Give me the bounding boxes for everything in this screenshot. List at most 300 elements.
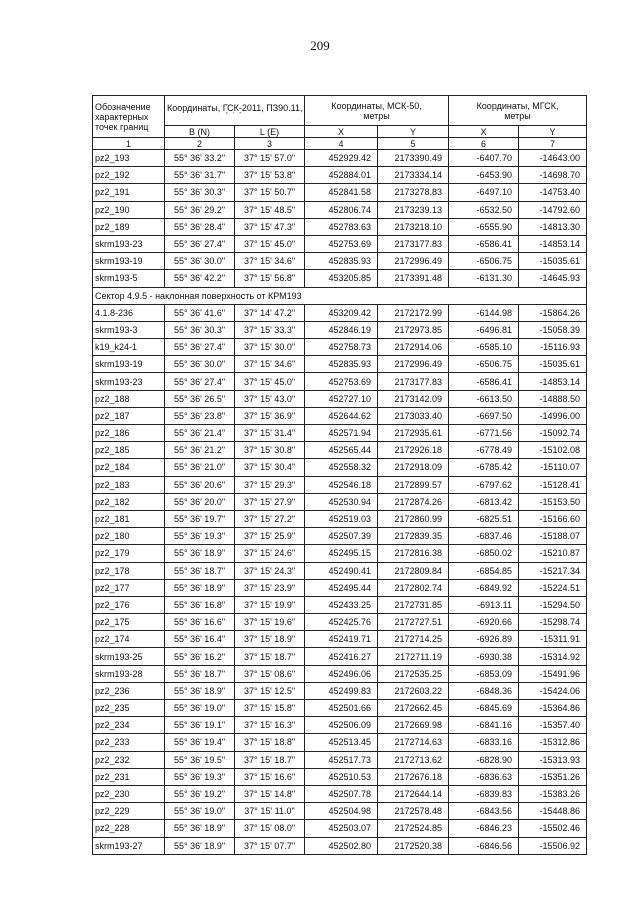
longitude-cell: 37° 15' 33.3": [235, 321, 305, 338]
table-row: [93, 425, 587, 442]
mgsk-x-cell: -6841.16: [449, 717, 519, 734]
latitude-cell: 55° 36' 19.7": [165, 510, 235, 527]
header-gsk2011: Координаты, ГСК-2011, ПЗ90.11, ° ′ ″: [165, 96, 305, 126]
mgsk-y-cell: -15294.50: [519, 596, 587, 613]
header-msk-y: Y: [378, 126, 449, 138]
msk-y-cell: 2172535.25: [378, 665, 449, 682]
latitude-cell: 55° 36' 28.4": [165, 218, 235, 235]
mgsk-x-cell: -6920.66: [449, 614, 519, 631]
table-row: [93, 820, 587, 837]
msk-y-cell: 2172973.85: [378, 321, 449, 338]
point-id-cell: pz2_234: [93, 717, 165, 734]
latitude-cell: 55° 36' 31.7": [165, 167, 235, 184]
table-row: [93, 235, 587, 252]
point-id-cell: skrm193-23: [93, 235, 165, 252]
table-row: [93, 734, 587, 751]
page-number: 209: [310, 38, 330, 53]
latitude-cell: 55° 36' 41.6": [165, 304, 235, 321]
mgsk-y-cell: -14996.00: [519, 407, 587, 424]
point-id-cell: pz2_178: [93, 562, 165, 579]
msk-y-cell: 2173391.48: [378, 270, 449, 287]
mgsk-x-cell: -6836.63: [449, 768, 519, 785]
msk-x-cell: 452558.32: [305, 459, 378, 476]
longitude-cell: 37° 15' 11.0": [235, 803, 305, 820]
msk-y-cell: 2173390.49: [378, 150, 449, 167]
longitude-cell: 37° 15' 23.9": [235, 579, 305, 596]
point-id-cell: pz2_190: [93, 201, 165, 218]
table-row: [93, 631, 587, 648]
mgsk-y-cell: -15217.34: [519, 562, 587, 579]
msk-x-cell: 452510.53: [305, 768, 378, 785]
column-number: 3: [235, 138, 305, 150]
longitude-cell: 37° 15' 27.2": [235, 510, 305, 527]
table-row: [93, 184, 587, 201]
longitude-cell: 37° 15' 18.7": [235, 751, 305, 768]
mgsk-y-cell: -15314.92: [519, 648, 587, 665]
longitude-cell: 37° 15' 43.0": [235, 390, 305, 407]
msk-y-cell: 2172727.51: [378, 614, 449, 631]
msk-x-cell: 452490.41: [305, 562, 378, 579]
mgsk-y-cell: -15110.07: [519, 459, 587, 476]
point-id-cell: pz2_182: [93, 493, 165, 510]
latitude-cell: 55° 36' 21.0": [165, 459, 235, 476]
header-point-designation: Обозначение характерных точек границ: [93, 96, 165, 138]
point-id-cell: pz2_180: [93, 528, 165, 545]
msk-y-cell: 2172874.26: [378, 493, 449, 510]
longitude-cell: 37° 15' 48.5": [235, 201, 305, 218]
point-id-cell: pz2_183: [93, 476, 165, 493]
mgsk-y-cell: -15210.87: [519, 545, 587, 562]
longitude-cell: 37° 15' 24.6": [235, 545, 305, 562]
point-id-cell: pz2_174: [93, 631, 165, 648]
mgsk-y-cell: -15224.51: [519, 579, 587, 596]
mgsk-x-cell: -6585.10: [449, 339, 519, 356]
msk-y-cell: 2172662.45: [378, 700, 449, 717]
latitude-cell: 55° 36' 23.8": [165, 407, 235, 424]
mgsk-y-cell: -15383.26: [519, 785, 587, 802]
longitude-cell: 37° 15' 18.8": [235, 734, 305, 751]
msk-x-cell: 452506.09: [305, 717, 378, 734]
table-row: [93, 167, 587, 184]
mgsk-y-cell: -15491.96: [519, 665, 587, 682]
point-id-cell: pz2_188: [93, 390, 165, 407]
mgsk-x-cell: -6839.83: [449, 785, 519, 802]
mgsk-y-cell: -14888.50: [519, 390, 587, 407]
mgsk-x-cell: -6697.50: [449, 407, 519, 424]
mgsk-y-cell: -15188.07: [519, 528, 587, 545]
mgsk-x-cell: -6837.46: [449, 528, 519, 545]
mgsk-x-cell: -6532.50: [449, 201, 519, 218]
latitude-cell: 55° 36' 19.4": [165, 734, 235, 751]
longitude-cell: 37° 15' 30.4": [235, 459, 305, 476]
longitude-cell: 37° 15' 29.3": [235, 476, 305, 493]
point-id-cell: pz2_235: [93, 700, 165, 717]
latitude-cell: 55° 36' 18.9": [165, 682, 235, 699]
latitude-cell: 55° 36' 16.2": [165, 648, 235, 665]
mgsk-x-cell: -6913.11: [449, 596, 519, 613]
mgsk-x-cell: -6497.10: [449, 184, 519, 201]
mgsk-x-cell: -6496.81: [449, 321, 519, 338]
mgsk-y-cell: -15153.50: [519, 493, 587, 510]
point-id-cell: 4.1.8-236: [93, 304, 165, 321]
mgsk-x-cell: -6843.56: [449, 803, 519, 820]
msk-y-cell: 2172731.85: [378, 596, 449, 613]
table-row: [93, 510, 587, 527]
table-row: [93, 717, 587, 734]
point-id-cell: pz2_232: [93, 751, 165, 768]
point-id-cell: pz2_193: [93, 150, 165, 167]
point-id-cell: skrm193-23: [93, 373, 165, 390]
table-row: [93, 614, 587, 631]
mgsk-y-cell: -15116.93: [519, 339, 587, 356]
latitude-cell: 55° 36' 19.2": [165, 785, 235, 802]
mgsk-y-cell: -15166.60: [519, 510, 587, 527]
point-id-cell: skrm193-19: [93, 356, 165, 373]
table-row: [93, 837, 587, 854]
longitude-cell: 37° 15' 07.7": [235, 837, 305, 854]
msk-y-cell: 2172914.06: [378, 339, 449, 356]
longitude-cell: 37° 15' 57.0": [235, 150, 305, 167]
msk-x-cell: 452433.25: [305, 596, 378, 613]
header-msk-x: X: [305, 126, 378, 138]
latitude-cell: 55° 36' 21.4": [165, 425, 235, 442]
point-id-cell: skrm193-25: [93, 648, 165, 665]
column-number: 1: [93, 138, 165, 150]
msk-x-cell: 452495.15: [305, 545, 378, 562]
table-row: [93, 253, 587, 270]
mgsk-y-cell: -15864.26: [519, 304, 587, 321]
point-id-cell: pz2_230: [93, 785, 165, 802]
msk-x-cell: 452502.80: [305, 837, 378, 854]
msk-y-cell: 2172520.38: [378, 837, 449, 854]
mgsk-x-cell: -6850.02: [449, 545, 519, 562]
table-row: [93, 150, 587, 167]
table-row: [93, 321, 587, 338]
msk-y-cell: 2173239.13: [378, 201, 449, 218]
msk-y-cell: 2173177.83: [378, 373, 449, 390]
msk-x-cell: 452425.76: [305, 614, 378, 631]
latitude-cell: 55° 36' 19.0": [165, 803, 235, 820]
msk-x-cell: 452783.63: [305, 218, 378, 235]
point-id-cell: skrm193-3: [93, 321, 165, 338]
table-row: [93, 665, 587, 682]
longitude-cell: 37° 15' 30.8": [235, 442, 305, 459]
table-row: [93, 201, 587, 218]
msk-y-cell: 2173334.14: [378, 167, 449, 184]
msk-x-cell: 452644.62: [305, 407, 378, 424]
point-id-cell: skrm193-27: [93, 837, 165, 854]
mgsk-y-cell: -15102.08: [519, 442, 587, 459]
msk-x-cell: 453209.42: [305, 304, 378, 321]
latitude-cell: 55° 36' 16.8": [165, 596, 235, 613]
longitude-cell: 37° 15' 12.5": [235, 682, 305, 699]
msk-y-cell: 2172711.19: [378, 648, 449, 665]
msk-x-cell: 452519.03: [305, 510, 378, 527]
msk-x-cell: 452503.07: [305, 820, 378, 837]
longitude-cell: 37° 15' 19.6": [235, 614, 305, 631]
msk-x-cell: 452530.94: [305, 493, 378, 510]
table-row: [93, 768, 587, 785]
table-row: [93, 682, 587, 699]
longitude-cell: 37° 15' 34.6": [235, 356, 305, 373]
point-id-cell: pz2_186: [93, 425, 165, 442]
column-number: 5: [378, 138, 449, 150]
latitude-cell: 55° 36' 18.9": [165, 820, 235, 837]
longitude-cell: 37° 15' 25.9": [235, 528, 305, 545]
msk-x-cell: 452517.73: [305, 751, 378, 768]
msk-x-cell: 452419.71: [305, 631, 378, 648]
longitude-cell: 37° 15' 45.0": [235, 373, 305, 390]
mgsk-x-cell: -6555.90: [449, 218, 519, 235]
point-id-cell: pz2_175: [93, 614, 165, 631]
point-id-cell: pz2_177: [93, 579, 165, 596]
msk-x-cell: 452565.44: [305, 442, 378, 459]
msk-y-cell: 2172713.62: [378, 751, 449, 768]
msk-x-cell: 452501.66: [305, 700, 378, 717]
point-id-cell: pz2_179: [93, 545, 165, 562]
msk-y-cell: 2172816.38: [378, 545, 449, 562]
point-id-cell: skrm193-19: [93, 253, 165, 270]
mgsk-x-cell: -6453.90: [449, 167, 519, 184]
point-id-cell: pz2_187: [93, 407, 165, 424]
msk-y-cell: 2172899.57: [378, 476, 449, 493]
latitude-cell: 55° 36' 20.6": [165, 476, 235, 493]
latitude-cell: 55° 36' 27.4": [165, 373, 235, 390]
latitude-cell: 55° 36' 18.9": [165, 837, 235, 854]
msk-y-cell: 2173218.10: [378, 218, 449, 235]
mgsk-x-cell: -6825.51: [449, 510, 519, 527]
msk-x-cell: 452841.58: [305, 184, 378, 201]
msk-x-cell: 452753.69: [305, 235, 378, 252]
header-msk50: Координаты, МСК-50, метры: [305, 96, 449, 126]
mgsk-x-cell: -6846.56: [449, 837, 519, 854]
point-id-cell: pz2_189: [93, 218, 165, 235]
msk-y-cell: 2172644.14: [378, 785, 449, 802]
msk-y-cell: 2172839.35: [378, 528, 449, 545]
table-row: [93, 700, 587, 717]
msk-x-cell: 452507.39: [305, 528, 378, 545]
msk-x-cell: 452758.73: [305, 339, 378, 356]
longitude-cell: 37° 15' 27.9": [235, 493, 305, 510]
table-row: [93, 648, 587, 665]
mgsk-x-cell: -6506.75: [449, 253, 519, 270]
table-row: [93, 528, 587, 545]
latitude-cell: 55° 36' 19.3": [165, 528, 235, 545]
longitude-cell: 37° 14' 47.2": [235, 304, 305, 321]
table-row: [93, 270, 587, 287]
mgsk-y-cell: -15448.86: [519, 803, 587, 820]
mgsk-y-cell: -15128.41: [519, 476, 587, 493]
table-row: [93, 356, 587, 373]
latitude-cell: 55° 36' 19.3": [165, 768, 235, 785]
longitude-cell: 37° 15' 47.3": [235, 218, 305, 235]
msk-y-cell: 2172926.18: [378, 442, 449, 459]
point-id-cell: pz2_181: [93, 510, 165, 527]
mgsk-y-cell: -14753.40: [519, 184, 587, 201]
mgsk-x-cell: -6771.56: [449, 425, 519, 442]
header-mgsk: Координаты, МГСК, метры: [449, 96, 587, 126]
mgsk-y-cell: -14813.30: [519, 218, 587, 235]
latitude-cell: 55° 36' 18.7": [165, 562, 235, 579]
header-mgsk-y: Y: [519, 126, 587, 138]
table-row: [93, 218, 587, 235]
msk-y-cell: 2172524.85: [378, 820, 449, 837]
latitude-cell: 55° 36' 19.0": [165, 700, 235, 717]
table-row: [93, 545, 587, 562]
mgsk-x-cell: -6926.89: [449, 631, 519, 648]
msk-x-cell: 452496.06: [305, 665, 378, 682]
point-id-cell: skrm193-28: [93, 665, 165, 682]
mgsk-x-cell: -6846.23: [449, 820, 519, 837]
mgsk-y-cell: -15298.74: [519, 614, 587, 631]
longitude-cell: 37° 15' 36.9": [235, 407, 305, 424]
longitude-cell: 37° 15' 15.8": [235, 700, 305, 717]
mgsk-y-cell: -15424.06: [519, 682, 587, 699]
mgsk-x-cell: -6849.92: [449, 579, 519, 596]
msk-x-cell: 453205.85: [305, 270, 378, 287]
mgsk-x-cell: -6854.85: [449, 562, 519, 579]
table-row: [93, 459, 587, 476]
header-l-e: L (E): [235, 126, 305, 138]
point-id-cell: pz2_176: [93, 596, 165, 613]
longitude-cell: 37° 15' 16.6": [235, 768, 305, 785]
msk-y-cell: 2172172.99: [378, 304, 449, 321]
msk-x-cell: 452546.18: [305, 476, 378, 493]
point-id-cell: pz2_191: [93, 184, 165, 201]
section-title: Сектор 4.9.5 - наклонная поверхность от КРМ193: [93, 287, 587, 304]
point-id-cell: skrm193-5: [93, 270, 165, 287]
latitude-cell: 55° 36' 26.5": [165, 390, 235, 407]
mgsk-x-cell: -6778.49: [449, 442, 519, 459]
longitude-cell: 37° 15' 53.8": [235, 167, 305, 184]
mgsk-y-cell: -15357.40: [519, 717, 587, 734]
longitude-cell: 37° 15' 45.0": [235, 235, 305, 252]
latitude-cell: 55° 36' 19.1": [165, 717, 235, 734]
table-row: [93, 751, 587, 768]
point-id-cell: pz2_185: [93, 442, 165, 459]
latitude-cell: 55° 36' 18.9": [165, 545, 235, 562]
msk-x-cell: 452727.10: [305, 390, 378, 407]
msk-x-cell: 452571.94: [305, 425, 378, 442]
mgsk-y-cell: -15364.86: [519, 700, 587, 717]
mgsk-y-cell: -14792.60: [519, 201, 587, 218]
mgsk-x-cell: -6506.75: [449, 356, 519, 373]
latitude-cell: 55° 36' 33.2": [165, 150, 235, 167]
latitude-cell: 55° 36' 30.3": [165, 321, 235, 338]
mgsk-y-cell: -15092.74: [519, 425, 587, 442]
longitude-cell: 37° 15' 24.3": [235, 562, 305, 579]
msk-x-cell: 452806.74: [305, 201, 378, 218]
longitude-cell: 37° 15' 16.3": [235, 717, 305, 734]
column-number: 4: [305, 138, 378, 150]
mgsk-x-cell: -6828.90: [449, 751, 519, 768]
latitude-cell: 55° 36' 30.0": [165, 356, 235, 373]
header-mgsk-x: X: [449, 126, 519, 138]
longitude-cell: 37° 15' 30.0": [235, 339, 305, 356]
table-row: [93, 390, 587, 407]
msk-x-cell: 452835.93: [305, 253, 378, 270]
mgsk-x-cell: -6613.50: [449, 390, 519, 407]
longitude-cell: 37° 15' 56.8": [235, 270, 305, 287]
table-row: [93, 785, 587, 802]
msk-y-cell: 2173177.83: [378, 235, 449, 252]
table-body: [93, 150, 587, 855]
latitude-cell: 55° 36' 29.2": [165, 201, 235, 218]
latitude-cell: 55° 36' 30.3": [165, 184, 235, 201]
msk-y-cell: 2172996.49: [378, 356, 449, 373]
msk-x-cell: 452929.42: [305, 150, 378, 167]
msk-x-cell: 452835.93: [305, 356, 378, 373]
mgsk-x-cell: -6797.62: [449, 476, 519, 493]
msk-y-cell: 2172935.61: [378, 425, 449, 442]
table-row: [93, 407, 587, 424]
longitude-cell: 37° 15' 08.0": [235, 820, 305, 837]
mgsk-y-cell: -15351.26: [519, 768, 587, 785]
point-id-cell: pz2_231: [93, 768, 165, 785]
msk-x-cell: 452499.83: [305, 682, 378, 699]
mgsk-x-cell: -6586.41: [449, 373, 519, 390]
mgsk-y-cell: -15035.61: [519, 356, 587, 373]
coordinates-table: [92, 95, 587, 855]
latitude-cell: 55° 36' 16.4": [165, 631, 235, 648]
table-row: [93, 304, 587, 321]
table-row: [93, 373, 587, 390]
latitude-cell: 55° 36' 42.2": [165, 270, 235, 287]
msk-y-cell: 2173278.83: [378, 184, 449, 201]
longitude-cell: 37° 15' 18.9": [235, 631, 305, 648]
mgsk-y-cell: -14645.93: [519, 270, 587, 287]
msk-y-cell: 2172802.74: [378, 579, 449, 596]
mgsk-y-cell: -15313.93: [519, 751, 587, 768]
msk-x-cell: 452507.78: [305, 785, 378, 802]
point-id-cell: pz2_228: [93, 820, 165, 837]
msk-y-cell: 2172578.48: [378, 803, 449, 820]
mgsk-x-cell: -6833.16: [449, 734, 519, 751]
column-number: 6: [449, 138, 519, 150]
mgsk-y-cell: -15312.86: [519, 734, 587, 751]
longitude-cell: 37° 15' 18.7": [235, 648, 305, 665]
latitude-cell: 55° 36' 27.4": [165, 339, 235, 356]
msk-x-cell: 452884.01: [305, 167, 378, 184]
table-row: [93, 442, 587, 459]
msk-y-cell: 2172714.63: [378, 734, 449, 751]
mgsk-y-cell: -15035.61: [519, 253, 587, 270]
msk-x-cell: 452495.44: [305, 579, 378, 596]
longitude-cell: 37° 15' 31.4": [235, 425, 305, 442]
latitude-cell: 55° 36' 21.2": [165, 442, 235, 459]
table-row: [93, 476, 587, 493]
msk-x-cell: 452504.98: [305, 803, 378, 820]
header-b-n: B (N): [165, 126, 235, 138]
table-row: [93, 803, 587, 820]
msk-x-cell: 452846.19: [305, 321, 378, 338]
msk-x-cell: 452753.69: [305, 373, 378, 390]
longitude-cell: 37° 15' 08.6": [235, 665, 305, 682]
latitude-cell: 55° 36' 20.0": [165, 493, 235, 510]
mgsk-x-cell: -6930.38: [449, 648, 519, 665]
table-row: [93, 562, 587, 579]
point-id-cell: pz2_233: [93, 734, 165, 751]
mgsk-x-cell: -6813.42: [449, 493, 519, 510]
column-number: 7: [519, 138, 587, 150]
latitude-cell: 55° 36' 19.5": [165, 751, 235, 768]
mgsk-x-cell: -6586.41: [449, 235, 519, 252]
msk-x-cell: 452416.27: [305, 648, 378, 665]
msk-x-cell: 452513.45: [305, 734, 378, 751]
mgsk-y-cell: -15506.92: [519, 837, 587, 854]
msk-y-cell: 2172669.98: [378, 717, 449, 734]
latitude-cell: 55° 36' 18.9": [165, 579, 235, 596]
